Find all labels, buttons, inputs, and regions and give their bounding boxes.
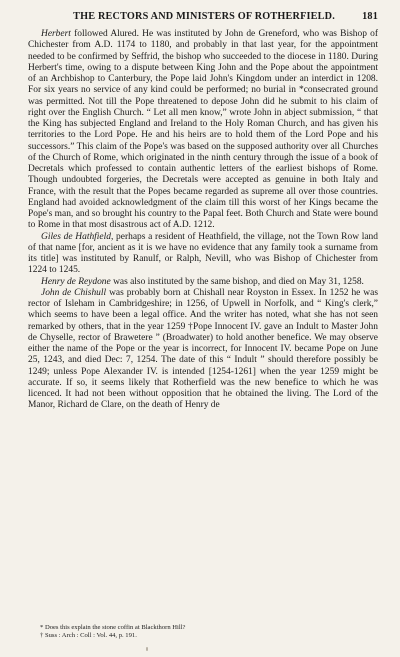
paper-speck	[146, 647, 148, 651]
running-title: THE RECTORS AND MINISTERS OF ROTHERFIELD.	[73, 11, 335, 22]
running-header	[28, 11, 378, 22]
paragraph-text: was also instituted by the same bishop, and died on May 31, 1258.	[110, 276, 364, 287]
footnote-stone-coffin: * Does this explain the stone coffin at Blackthorn Hill?	[40, 624, 186, 631]
rector-name-henry: Henry de Reydone	[41, 276, 111, 287]
rector-name-giles: Giles de Hathfield,	[41, 231, 114, 242]
body-text	[28, 29, 378, 412]
paragraph-john	[28, 288, 378, 412]
rector-name-herbert: Herbert	[41, 29, 71, 39]
paragraph-henry	[28, 277, 378, 288]
page-number: 181	[362, 11, 378, 22]
paragraph-herbert	[28, 29, 378, 232]
paragraph-text: was probably born at Chishall near Royston in Essex. In 1252 he was rector of Isleham in Cambridgeshire; in 1256, of Upwell in Norfolk, and “ King's clerk,” which seems to have been a legal office. And the writer has noted, what she has not seen remarked by others, that in the year 1259 †Pope Innocent IV. gave an Indult to Master John de Chyselle, rector of Brawetere ” (Broadwater) to hold another benefice. We may observe either the name of the Pope or the year is incorrect, for Innocent IV. became Pope on June 25, 1243, and died Dec: 7, 1254. The date of this “ Indult ” should therefore possibly be 1249; unless Pope Alexander IV. is intended [1254-1261] when the year 1259 might be accurate. If so, it seems likely that Rotherfield was the new benefice to which he was licenced. It had not been without opposition that he obtained the living. The Lord of the Manor, Richard de Clare, on the death of Henry de	[28, 287, 378, 411]
footnote-sussex-archaeological: † Suss : Arch : Coll : Vol. 44, p. 191.	[40, 632, 137, 640]
rector-name-john: John de Chishull	[41, 287, 107, 298]
paragraph-text: followed Alured. He was instituted by John de Greneford, who was Bishop of Chichester from A.D. 1174 to 1180, and probably in that last year, for the appointment needed to be confirmed by Seffrid, the bishop who succeeded to the diocese in 1180. During Herbert's time, owing to a dispute between King John and the Pope about the appointment of an Archbishop to Canterbury, the Pope laid John's Kingdom under an interdict in 1208. For six years no service of any kind could be performed; no burial in *consecrated ground was permitted. Not till the Pope threatened to depose John did he submit to his claim of right over the English Church. “ Let all men know,” wrote John in abject submission, “ that the King has subjected England and Ireland to the Holy Roman Church, and has given his territories to the Lord Pope. He and his heirs are to hold them of the Lord Pope and his successors.” This claim of the Pope's was based on the supposed authority over all Churches of the Church of Rome, which originated in the ninth century through the issue of a book of Decretals which professed to contain authentic letters of the earliest bishops of Rome. Though undoubted forgeries, the Decretals were accepted as genuine in both Italy and France, with the result that the Popes became regarded as supreme all over those countries. England had avoided acknowledgment of the claim till this worst of her Kings became the Pope's man, and so brought his country to the Papal feet. Both Church and State were bound to Rome in that most disastrous act of A.D. 1212.	[28, 29, 378, 231]
footnotes	[40, 624, 185, 640]
paragraph-text: perhaps a resident of Heathfield, the village, not the Town Row land of that name [for, ancient as it is we have no evidence that any family took a surname from its title] was instituted by Ranulf, or Ralph, Nevill, who was Bishop of Chichester from 1224 to 1245.	[28, 231, 378, 276]
paragraph-giles	[28, 232, 378, 277]
